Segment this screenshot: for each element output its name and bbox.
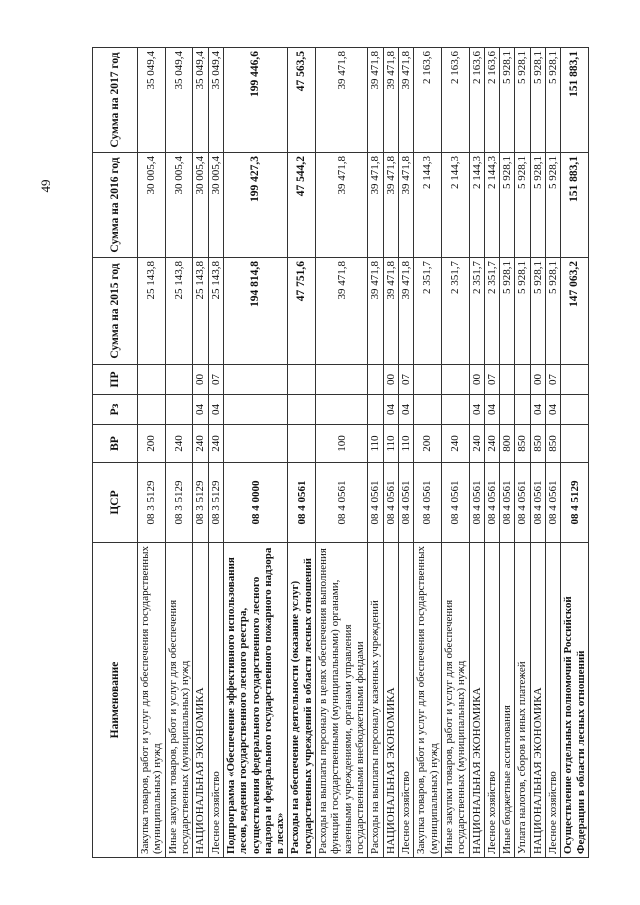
table-header-row [93,48,138,858]
cell-sum-2017: 2 163,6 [414,48,442,153]
cell-name: Подпрограмма «Обеспечение эффективного использования лесов, ведения государственного лесного реестра, осуществления федерального государственного лесного надзора и федерального государственного пожарного надзора в лесах» [223,543,288,858]
cell-name: Расходы на выплаты персоналу в целях обеспечения выполнения функций государственными (муниципальными) органами, казенными учреждениями, органами управления государственными внебюджетными фондами [316,543,368,858]
cell-sum-2015: 25 143,8 [193,258,208,365]
cell-pr [500,365,515,395]
cell-rz [316,395,368,425]
cell-sum-2017: 39 471,8 [316,48,368,153]
cell-csr: 08 4 0561 [288,463,316,543]
table-row [414,48,442,858]
cell-sum-2015: 5 928,1 [546,258,561,365]
header-sum-2017: Сумма на 2017 год [93,48,138,153]
cell-sum-2016: 30 005,4 [165,153,193,258]
cell-csr: 08 4 0561 [383,463,398,543]
cell-vr [288,425,316,463]
table-row [208,48,223,858]
cell-name: Иные закупки товаров, работ и услуг для обеспечения государственных (муниципальных) нужд [441,543,469,858]
cell-rz [441,395,469,425]
cell-csr: 08 3 5129 [138,463,166,543]
cell-name: НАЦИОНАЛЬНАЯ ЭКОНОМИКА [193,543,208,858]
cell-name: Расходы на обеспечение деятельности (оказание услуг) государственных учреждений в области лесных отношений [288,543,316,858]
rotated-page-content [92,48,592,858]
cell-csr: 08 4 0561 [530,463,545,543]
table-row [561,48,589,858]
cell-rz: 04 [398,395,413,425]
cell-sum-2015: 2 351,7 [484,258,499,365]
table-row [288,48,316,858]
cell-sum-2016: 39 471,8 [316,153,368,258]
cell-vr: 110 [398,425,413,463]
cell-pr [288,365,316,395]
header-name: Наименование [93,543,138,858]
cell-rz: 04 [383,395,398,425]
cell-vr [223,425,288,463]
cell-sum-2016: 199 427,3 [223,153,288,258]
cell-csr: 08 4 0561 [368,463,383,543]
cell-sum-2017: 5 928,1 [546,48,561,153]
cell-csr: 08 4 0561 [515,463,530,543]
table-row [193,48,208,858]
cell-csr: 08 3 5129 [165,463,193,543]
cell-vr: 850 [515,425,530,463]
cell-name: Лесное хозяйство [208,543,223,858]
cell-rz [288,395,316,425]
cell-sum-2016: 30 005,4 [138,153,166,258]
cell-name: Закупка товаров, работ и услуг для обеспечения государственных (муниципальных) нужд [138,543,166,858]
cell-pr [561,365,589,395]
cell-rz [515,395,530,425]
cell-sum-2015: 39 471,8 [383,258,398,365]
cell-sum-2016: 5 928,1 [530,153,545,258]
cell-vr [561,425,589,463]
cell-sum-2015: 5 928,1 [530,258,545,365]
table-row [398,48,413,858]
table-row [383,48,398,858]
cell-csr: 08 4 0561 [484,463,499,543]
cell-pr [316,365,368,395]
cell-sum-2016: 5 928,1 [515,153,530,258]
cell-name: Иные бюджетные ассигнования [500,543,515,858]
cell-sum-2015: 47 751,6 [288,258,316,365]
cell-sum-2015: 25 143,8 [138,258,166,365]
header-rz: Рз [93,395,138,425]
header-sum-2015: Сумма на 2015 год [93,258,138,365]
cell-csr: 08 4 0561 [316,463,368,543]
cell-rz [165,395,193,425]
cell-sum-2016: 47 544,2 [288,153,316,258]
cell-vr: 110 [368,425,383,463]
cell-sum-2015: 2 351,7 [441,258,469,365]
cell-sum-2017: 39 471,8 [398,48,413,153]
cell-name: Осуществление отдельных полномочий Российской Федерации в области лесных отношений [561,543,589,858]
cell-name: Лесное хозяйство [546,543,561,858]
cell-pr: 00 [193,365,208,395]
table-row [546,48,561,858]
cell-vr: 800 [500,425,515,463]
cell-name: НАЦИОНАЛЬНАЯ ЭКОНОМИКА [383,543,398,858]
table-row [223,48,288,858]
cell-name: Лесное хозяйство [484,543,499,858]
cell-sum-2015: 194 814,8 [223,258,288,365]
cell-sum-2017: 5 928,1 [515,48,530,153]
cell-sum-2015: 2 351,7 [469,258,484,365]
cell-rz: 04 [193,395,208,425]
cell-csr: 08 4 0561 [469,463,484,543]
header-sum-2016: Сумма на 2016 год [93,153,138,258]
cell-pr [414,365,442,395]
cell-name: Лесное хозяйство [398,543,413,858]
cell-sum-2016: 151 883,1 [561,153,589,258]
cell-pr: 00 [469,365,484,395]
cell-sum-2017: 151 883,1 [561,48,589,153]
cell-sum-2015: 39 471,8 [398,258,413,365]
cell-vr: 240 [469,425,484,463]
cell-sum-2017: 39 471,8 [383,48,398,153]
cell-rz: 04 [208,395,223,425]
cell-sum-2015: 5 928,1 [500,258,515,365]
cell-sum-2016: 39 471,8 [383,153,398,258]
page-number [36,168,56,204]
cell-sum-2017: 199 446,6 [223,48,288,153]
cell-pr: 07 [208,365,223,395]
cell-sum-2015: 39 471,8 [316,258,368,365]
cell-sum-2015: 2 351,7 [414,258,442,365]
cell-name: Закупка товаров, работ и услуг для обеспечения государственных (муниципальных) нужд [414,543,442,858]
cell-sum-2016: 5 928,1 [546,153,561,258]
cell-sum-2015: 147 063,2 [561,258,589,365]
cell-vr: 200 [138,425,166,463]
cell-pr [515,365,530,395]
cell-name: Расходы на выплаты персоналу казенных учреждений [368,543,383,858]
cell-rz: 04 [546,395,561,425]
cell-pr: 07 [484,365,499,395]
cell-sum-2015: 25 143,8 [165,258,193,365]
cell-csr: 08 3 5129 [208,463,223,543]
cell-sum-2017: 5 928,1 [500,48,515,153]
cell-pr [138,365,166,395]
cell-csr: 08 3 5129 [193,463,208,543]
cell-name: НАЦИОНАЛЬНАЯ ЭКОНОМИКА [530,543,545,858]
cell-csr: 08 4 0561 [398,463,413,543]
cell-csr: 08 4 0000 [223,463,288,543]
cell-sum-2017: 35 049,4 [193,48,208,153]
cell-sum-2017: 35 049,4 [138,48,166,153]
cell-vr: 240 [441,425,469,463]
header-pr: ПР [93,365,138,395]
cell-vr: 240 [165,425,193,463]
cell-sum-2016: 39 471,8 [368,153,383,258]
cell-sum-2017: 2 163,6 [441,48,469,153]
cell-vr: 240 [193,425,208,463]
cell-pr [223,365,288,395]
cell-csr: 08 4 5129 [561,463,589,543]
cell-sum-2016: 39 471,8 [398,153,413,258]
cell-pr [368,365,383,395]
cell-sum-2016: 5 928,1 [500,153,515,258]
table-row [165,48,193,858]
cell-vr: 200 [414,425,442,463]
cell-sum-2015: 25 143,8 [208,258,223,365]
table-row [469,48,484,858]
cell-rz [500,395,515,425]
table-row [530,48,545,858]
cell-rz [368,395,383,425]
cell-sum-2016: 2 144,3 [484,153,499,258]
cell-sum-2015: 39 471,8 [368,258,383,365]
cell-csr: 08 4 0561 [414,463,442,543]
cell-pr [441,365,469,395]
table-row [368,48,383,858]
cell-name: Иные закупки товаров, работ и услуг для обеспечения государственных (муниципальных) нужд [165,543,193,858]
cell-sum-2016: 2 144,3 [441,153,469,258]
cell-name: НАЦИОНАЛЬНАЯ ЭКОНОМИКА [469,543,484,858]
cell-rz: 04 [530,395,545,425]
cell-rz [223,395,288,425]
cell-pr: 07 [398,365,413,395]
cell-pr: 00 [530,365,545,395]
cell-sum-2015: 5 928,1 [515,258,530,365]
cell-vr: 100 [316,425,368,463]
cell-sum-2017: 2 163,6 [484,48,499,153]
cell-sum-2016: 2 144,3 [469,153,484,258]
cell-sum-2017: 35 049,4 [208,48,223,153]
table-row [316,48,368,858]
cell-sum-2016: 30 005,4 [208,153,223,258]
cell-pr: 00 [383,365,398,395]
cell-csr: 08 4 0561 [500,463,515,543]
cell-sum-2017: 2 163,6 [469,48,484,153]
page-number-text: 49 [38,179,53,193]
table-row [484,48,499,858]
cell-vr: 240 [484,425,499,463]
cell-rz: 04 [484,395,499,425]
cell-pr: 07 [546,365,561,395]
cell-sum-2017: 5 928,1 [530,48,545,153]
header-csr: ЦСР [93,463,138,543]
table-row [500,48,515,858]
cell-vr: 110 [383,425,398,463]
cell-rz [561,395,589,425]
cell-sum-2016: 2 144,3 [414,153,442,258]
table-row [138,48,166,858]
cell-pr [165,365,193,395]
cell-sum-2016: 30 005,4 [193,153,208,258]
cell-csr: 08 4 0561 [546,463,561,543]
cell-csr: 08 4 0561 [441,463,469,543]
table-row [441,48,469,858]
table-row [515,48,530,858]
cell-vr: 850 [530,425,545,463]
header-vr: ВР [93,425,138,463]
cell-rz [138,395,166,425]
table-body [138,48,589,858]
cell-vr: 240 [208,425,223,463]
cell-vr: 850 [546,425,561,463]
cell-rz [414,395,442,425]
cell-sum-2017: 39 471,8 [368,48,383,153]
budget-table [92,47,589,858]
cell-sum-2017: 47 563,5 [288,48,316,153]
cell-rz: 04 [469,395,484,425]
cell-name: Уплата налогов, сборов и иных платежей [515,543,530,858]
cell-sum-2017: 35 049,4 [165,48,193,153]
